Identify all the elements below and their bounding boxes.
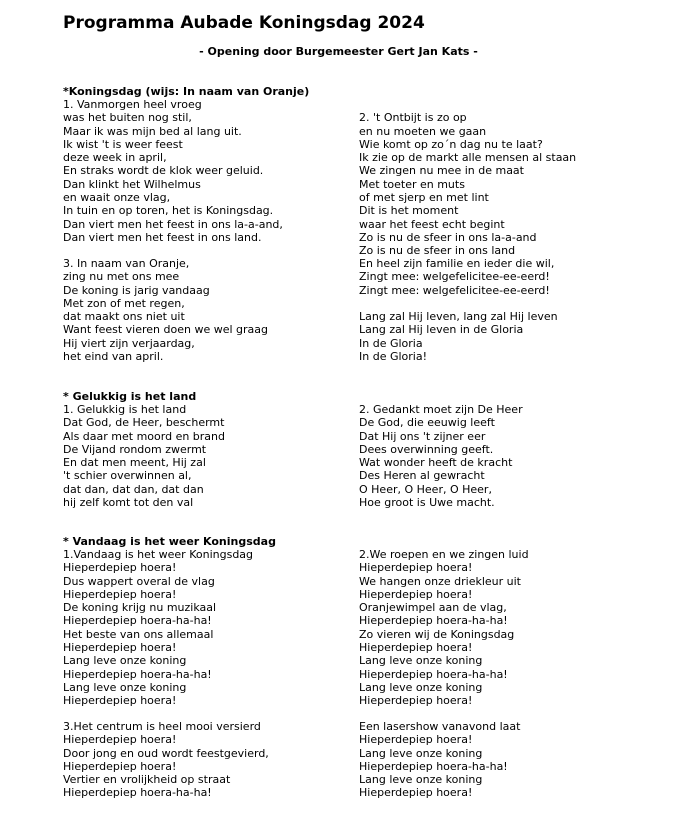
lyrics-column	[63, 720, 269, 800]
lyric-line: 3.Het centrum is heel mooi versierd	[63, 720, 261, 733]
lyric-line: Hieperdepiep hoera!	[359, 587, 473, 601]
lyric-line: zing nu met ons mee	[63, 270, 180, 284]
page-title: Programma Aubade Koningsdag 2024	[63, 13, 425, 33]
lyric-line: Lang zal Hij leven in de Gloria	[359, 323, 524, 337]
lyric-line: De koning krijg nu muzikaal	[63, 601, 217, 615]
section-heading-koningsdag: *Koningsdag (wijs: In naam van Oranje)	[63, 85, 310, 98]
lyric-line: Hieperdepiep hoera!	[63, 641, 177, 655]
lyric-line: Een lasershow vanavond laat	[359, 720, 521, 733]
lyric-line: Hieperdepiep hoera-ha-ha!	[63, 667, 212, 681]
lyric-line: Lang leve onze koning	[359, 773, 483, 787]
lyrics-column	[63, 548, 253, 708]
lyric-line: Oranjewimpel aan de vlag,	[359, 601, 507, 615]
lyric-line: 2. 't Ontbijt is zo op	[359, 111, 467, 125]
lyric-line: Met zon of met regen,	[63, 296, 185, 310]
lyric-line: 1.Vandaag is het weer Koningsdag	[63, 548, 254, 561]
lyric-line: 2.We roepen en we zingen luid	[359, 548, 529, 561]
lyric-line: Want feest vieren doen we wel graag	[63, 323, 268, 337]
lyric-line: was het buiten nog stil,	[63, 111, 192, 125]
lyric-line	[359, 98, 576, 111]
lyric-line: of met sjerp en met lint	[359, 191, 489, 205]
lyric-line: Hieperdepiep hoera!	[63, 733, 177, 747]
lyric-line: 2. Gedankt moet zijn De Heer	[359, 403, 523, 416]
lyric-line: Dan viert men het feest in ons land.	[63, 230, 262, 244]
lyric-line: Hieperdepiep hoera!	[359, 786, 473, 800]
lyric-line: Vertier en vrolijkheid op straat	[63, 773, 231, 787]
lyric-line: Lang leve onze koning	[359, 680, 483, 694]
lyrics-column	[359, 548, 529, 708]
lyric-line: O Heer, O Heer, O Heer,	[359, 482, 492, 496]
lyric-line: Dan viert men het feest in ons la-a-and,	[63, 217, 283, 231]
lyric-line: hij zelf komt tot den val	[63, 496, 194, 510]
lyric-line: dat dan, dat dan, dat dan	[63, 482, 204, 496]
lyric-line: Het beste van ons allemaal	[63, 627, 214, 641]
lyric-line: Zingt mee: welgefelicitee-ee-eerd!	[359, 270, 550, 284]
lyric-line: En straks wordt de klok weer geluid.	[63, 164, 264, 178]
lyric-line: Maar ik was mijn bed al lang uit.	[63, 124, 242, 138]
lyric-line: Hij viert zijn verjaardag,	[63, 336, 195, 350]
lyric-line: Hieperdepiep hoera-ha-ha!	[359, 667, 508, 681]
lyric-line: Hieperdepiep hoera!	[63, 561, 177, 575]
lyric-line: Met toeter en muts	[359, 177, 465, 191]
lyric-line: Als daar met moord en brand	[63, 429, 226, 443]
lyric-line: 3. In naam van Oranje,	[63, 257, 190, 270]
lyric-line: Lang leve onze koning	[63, 680, 187, 694]
lyric-line: En dat men meent, Hij zal	[63, 456, 206, 470]
lyric-line: Zingt mee: welgefelicitee-ee-eerd!	[359, 283, 550, 297]
lyrics-column	[359, 720, 520, 800]
lyric-line: Ik zie op de markt alle mensen al staan	[359, 151, 577, 165]
lyric-line: Hieperdepiep hoera!	[63, 694, 177, 708]
lyric-line: Zo vieren wij de Koningsdag	[359, 627, 515, 641]
lyric-line: dat maakt ons niet uit	[63, 310, 185, 324]
page-subtitle	[0, 45, 677, 59]
lyric-line: Lang leve onze koning	[359, 746, 483, 760]
lyric-line: In de Gloria!	[359, 350, 427, 364]
lyric-line: 't schier overwinnen al,	[63, 469, 192, 483]
lyric-line: Dat Hij ons 't zijner eer	[359, 429, 486, 443]
lyric-line: Dat God, de Heer, beschermt	[63, 416, 225, 430]
lyric-line: Lang leve onze koning	[63, 654, 187, 668]
lyric-line: De God, die eeuwig leeft	[359, 416, 495, 430]
lyrics-column	[63, 98, 283, 244]
lyric-line: Hieperdepiep hoera!	[63, 587, 177, 601]
lyric-line: Des Heren al gewracht	[359, 469, 485, 483]
lyric-line: Hieperdepiep hoera-ha-ha!	[63, 614, 212, 628]
lyric-line: Hieperdepiep hoera-ha-ha!	[359, 614, 508, 628]
lyric-line: Hieperdepiep hoera!	[359, 641, 473, 655]
lyric-line: Hieperdepiep hoera!	[63, 759, 177, 773]
lyric-line: Zo is nu de sfeer in ons la-a-and	[359, 230, 537, 244]
lyric-line: Hieperdepiep hoera!	[359, 561, 473, 575]
lyrics-column	[359, 98, 576, 258]
lyric-line: Dan klinkt het Wilhelmus	[63, 177, 201, 191]
lyric-line: We zingen nu mee in de maat	[359, 164, 524, 178]
lyric-line: en nu moeten we gaan	[359, 124, 487, 138]
lyric-line: 1. Gelukkig is het land	[63, 403, 187, 416]
lyric-line: In tuin en op toren, het is Koningsdag.	[63, 204, 274, 218]
lyric-line: Hieperdepiep hoera-ha-ha!	[63, 786, 212, 800]
lyric-line: Ik wist 't is weer feest	[63, 137, 183, 151]
lyrics-column	[63, 403, 225, 509]
lyric-line: We hangen onze driekleur uit	[359, 574, 521, 588]
lyrics-column	[359, 403, 523, 509]
section-heading-gelukkig: * Gelukkig is het land	[63, 390, 197, 403]
lyric-line: De Vijand rondom zwermt	[63, 442, 207, 456]
section-heading-vandaag: * Vandaag is het weer Koningsdag	[63, 535, 276, 548]
lyric-line: 1. Vanmorgen heel vroeg	[63, 98, 202, 111]
lyric-line: Zo is nu de sfeer in ons land	[359, 244, 516, 258]
lyric-line: Dus wappert overal de vlag	[63, 574, 215, 588]
lyric-line: Hoe groot is Uwe macht.	[359, 496, 495, 510]
lyric-line: Hieperdepiep hoera!	[359, 694, 473, 708]
lyric-line: Lang zal Hij leven, lang zal Hij leven	[359, 310, 558, 324]
lyric-line	[359, 297, 558, 310]
lyric-line: Wie komt op zo´n dag nu te laat?	[359, 137, 543, 151]
lyrics-column	[359, 257, 558, 363]
lyric-line: En heel zijn familie en ieder die wil,	[359, 257, 555, 270]
lyric-line: In de Gloria	[359, 336, 423, 350]
lyric-line: Dit is het moment	[359, 204, 459, 218]
lyric-line: Lang leve onze koning	[359, 654, 483, 668]
lyric-line: De koning is jarig vandaag	[63, 283, 210, 297]
lyric-line: Door jong en oud wordt feestgevierd,	[63, 746, 269, 760]
lyric-line: waar het feest echt begint	[359, 217, 505, 231]
subtitle-text: - Opening door Burgemeester Gert Jan Kats -	[199, 45, 478, 58]
lyric-line: deze week in april,	[63, 151, 167, 165]
lyrics-column	[63, 257, 268, 363]
lyric-line: Wat wonder heeft de kracht	[359, 456, 513, 470]
lyric-line: Dees overwinning geeft.	[359, 442, 494, 456]
lyric-line: Hieperdepiep hoera-ha-ha!	[359, 759, 508, 773]
lyric-line: het eind van april.	[63, 350, 164, 364]
lyric-line: en waait onze vlag,	[63, 191, 171, 205]
lyric-line: Hieperdepiep hoera!	[359, 733, 473, 747]
